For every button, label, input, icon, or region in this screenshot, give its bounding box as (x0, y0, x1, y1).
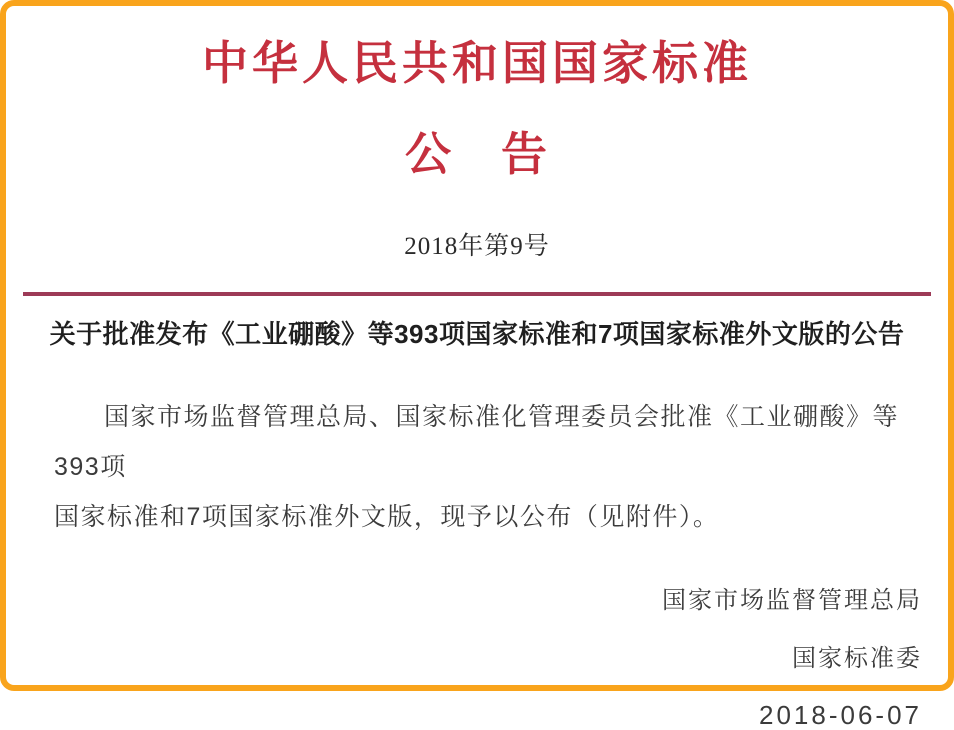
signature-date: 2018-06-07 (759, 700, 922, 730)
signature-agency-1: 国家市场监督管理总局 (662, 587, 922, 614)
signature-agency-2: 国家标准委 (792, 645, 922, 672)
announcement-heading: 关于批准发布《工业硼酸》等393项国家标准和7项国家标准外文版的公告 (49, 319, 905, 349)
document-subtitle: 公 告 (405, 129, 549, 180)
body-paragraph (54, 392, 922, 542)
body-line-1: 国家市场监督管理总局、国家标准化管理委员会批准《工业硼酸》等393项 (54, 403, 900, 481)
document-title: 中华人民共和国国家标准 (202, 38, 752, 89)
divider-rule (23, 292, 931, 296)
body-line-2: 国家标准和7项国家标准外文版，现予以公布（见附件）。 (54, 503, 720, 531)
issue-number: 2018年第9号 (404, 233, 550, 260)
